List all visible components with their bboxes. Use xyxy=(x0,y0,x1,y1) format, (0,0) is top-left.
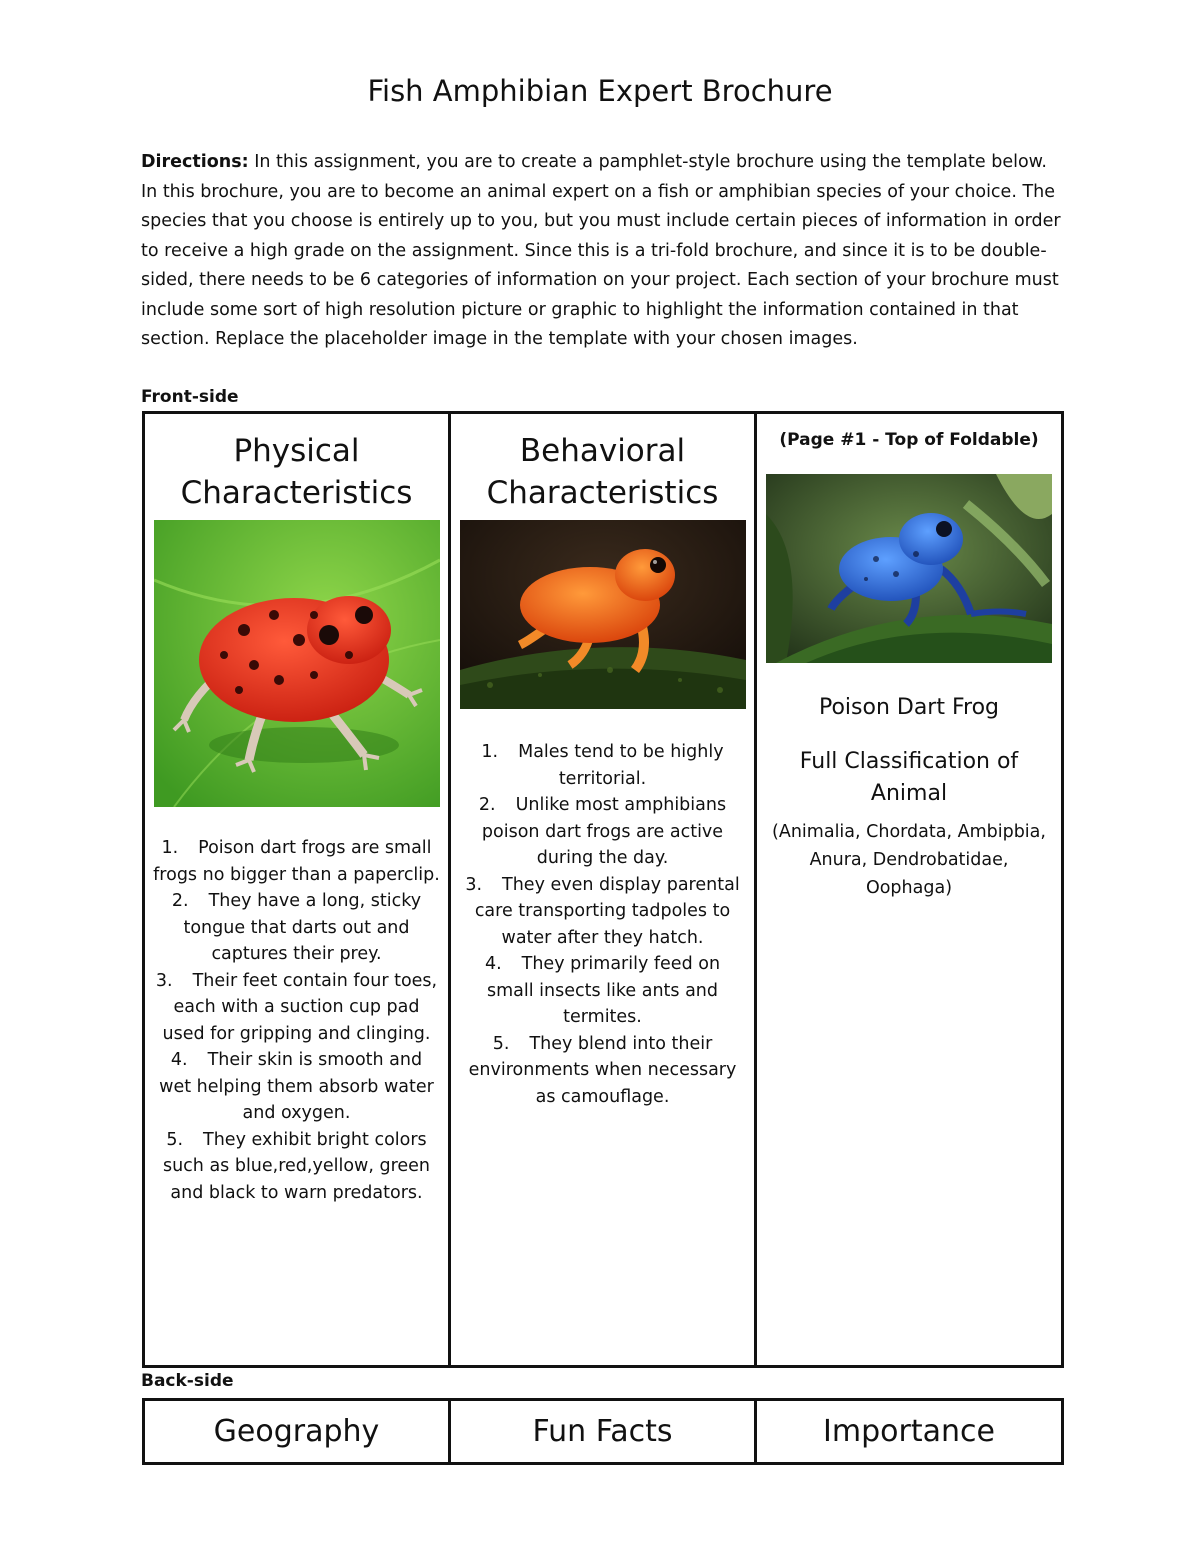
list-item: 5. They exhibit bright colors such as blue,red,yellow, green and black to warn predators. xyxy=(162,1129,431,1203)
list-item: 4. Their skin is smooth and wet helping them absorb water and oxygen. xyxy=(159,1050,434,1123)
classification-text: (Animalia, Chordata, Ambipbia, Anura, Dendrobatidae, Oophaga) xyxy=(772,822,1046,898)
list-item: 5. They blend into their environments when necessary as camouflage. xyxy=(468,1033,737,1107)
behavioral-column xyxy=(450,413,756,1367)
back-side-table xyxy=(142,1398,1064,1465)
importance-heading: Importance xyxy=(823,1414,995,1449)
behavioral-facts-list xyxy=(451,739,754,1110)
front-side-table xyxy=(142,411,1064,1368)
cover-column xyxy=(756,413,1063,1367)
directions-paragraph xyxy=(141,148,1061,355)
classification-title: Full Classification of Animal xyxy=(799,749,1019,806)
fun-facts-heading: Fun Facts xyxy=(532,1414,673,1449)
page-title: Fish Amphibian Expert Brochure xyxy=(367,74,833,108)
geography-column xyxy=(144,1400,450,1464)
physical-heading: Physical Characteristics xyxy=(180,433,413,511)
directions-text: In this assignment, you are to create a pamphlet-style brochure using the template below. In this brochure, you are to become an animal expert on a fish or amphibian species of your choice. The species that you choose is entirely up to you, but you must include certain pieces of information in order to receive a high grade on the assignment. Since this is a tri-fold brochure, and since it is to be double-sided, there needs to be 6 categories of information on your project. Each section of your brochure must include some sort of high resolution picture or graphic to highlight the information contained in that section. Replace the placeholder image in the template with your chosen images. xyxy=(141,152,1061,349)
back-side-label: Back-side xyxy=(141,1371,234,1391)
front-side-label: Front-side xyxy=(141,387,239,407)
list-item: 2. Unlike most amphibians poison dart frogs are active during the day. xyxy=(478,795,727,868)
orange-frog-photo xyxy=(460,520,746,709)
geography-heading: Geography xyxy=(213,1414,380,1449)
animal-name: Poison Dart Frog xyxy=(818,695,1000,720)
physical-facts-list xyxy=(145,835,448,1206)
importance-column xyxy=(756,1400,1063,1464)
page-note: (Page #1 - Top of Foldable) xyxy=(779,430,1039,450)
list-item: 4. They primarily feed on small insects like ants and termites. xyxy=(484,954,721,1027)
list-item: 2. They have a long, sticky tongue that darts out and captures their prey. xyxy=(171,891,422,964)
blue-frog-photo xyxy=(766,474,1052,663)
red-frog-photo xyxy=(154,520,440,807)
list-item: 3. They even display parental care transporting tadpoles to water after they hatch. xyxy=(465,874,740,948)
fun-facts-column xyxy=(450,1400,756,1464)
physical-column xyxy=(144,413,450,1367)
list-item: 1. Males tend to be highly territorial. xyxy=(481,742,724,789)
list-item: 1. Poison dart frogs are small frogs no bigger than a paperclip. xyxy=(153,838,440,885)
list-item: 3. Their feet contain four toes, each with a suction cup pad used for gripping and clinging. xyxy=(155,970,438,1044)
behavioral-heading: Behavioral Characteristics xyxy=(486,433,719,511)
directions-label: Directions: xyxy=(141,152,249,172)
